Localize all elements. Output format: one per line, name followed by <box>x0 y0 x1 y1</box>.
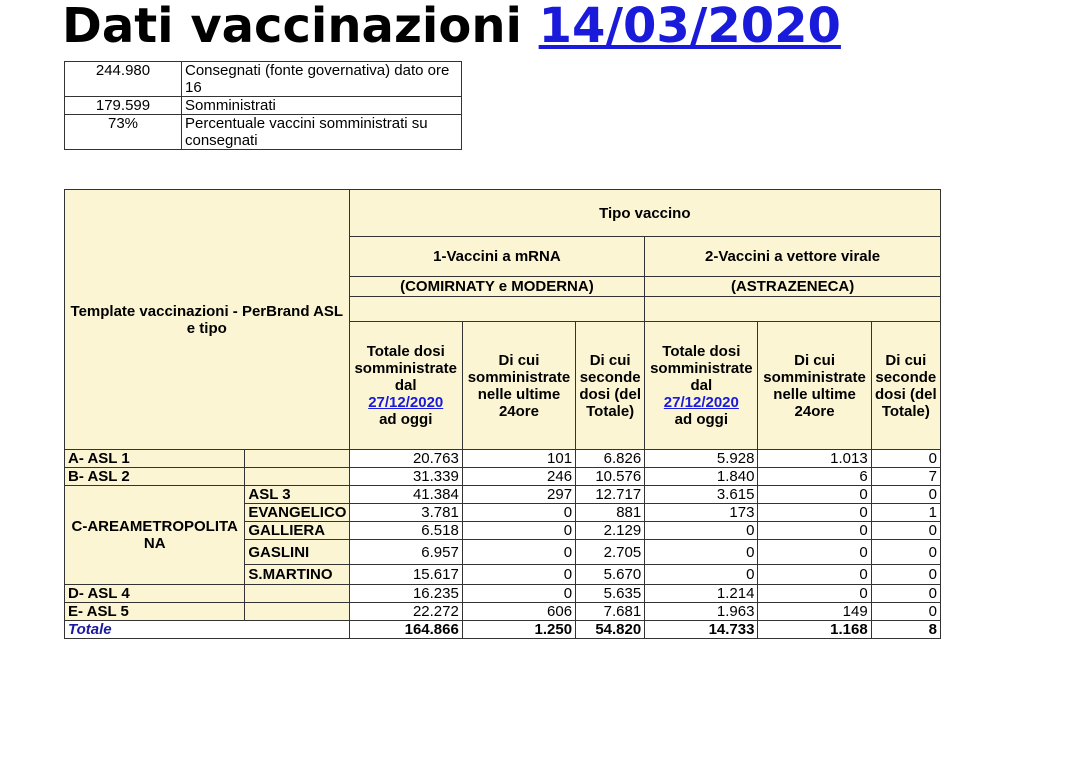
cell: 12.717 <box>576 486 645 504</box>
cell: 0 <box>871 522 940 540</box>
row-sublabel <box>245 585 349 603</box>
cell: 0 <box>462 585 575 603</box>
cell: 7 <box>871 468 940 486</box>
cell: 3.615 <box>645 486 758 504</box>
cell: 22.272 <box>349 603 462 621</box>
cell: 6 <box>758 468 871 486</box>
cell: 1.963 <box>645 603 758 621</box>
row-sublabel <box>245 603 349 621</box>
cell: 1.250 <box>462 621 575 639</box>
cell: 0 <box>871 585 940 603</box>
cell: 0 <box>758 486 871 504</box>
cell: 1 <box>871 504 940 522</box>
row-label: D- ASL 4 <box>65 585 245 603</box>
cell: 0 <box>645 522 758 540</box>
col-seconde-mrna: Di cui seconde dosi (del Totale) <box>576 322 645 450</box>
cell: 246 <box>462 468 575 486</box>
cell: 1.168 <box>758 621 871 639</box>
cell: 0 <box>758 504 871 522</box>
cell: 15.617 <box>349 565 462 585</box>
cell: 0 <box>758 540 871 565</box>
cell: 6.518 <box>349 522 462 540</box>
group1-name: 1-Vaccini a mRNA <box>349 237 645 277</box>
summary-label: Percentuale vaccini somministrati su consegnati <box>182 115 462 150</box>
tipo-vaccino-header: Tipo vaccino <box>349 190 940 237</box>
table-row <box>65 603 941 621</box>
cell: 0 <box>758 585 871 603</box>
cell: 2.129 <box>576 522 645 540</box>
cell: 0 <box>871 603 940 621</box>
cell: 881 <box>576 504 645 522</box>
cell: 6.826 <box>576 450 645 468</box>
row-sublabel: S.MARTINO <box>245 565 349 585</box>
summary-value: 179.599 <box>65 97 182 115</box>
cell: 0 <box>462 504 575 522</box>
cell: 0 <box>871 450 940 468</box>
cell: 149 <box>758 603 871 621</box>
col-totale-text: Totale dosi somministrate dal <box>650 343 753 394</box>
cell: 20.763 <box>349 450 462 468</box>
col-totale-text: Totale dosi somministrate dal <box>354 343 457 394</box>
row-sublabel <box>245 468 349 486</box>
date-link[interactable]: 14/03/2020 <box>538 0 841 54</box>
col-date-link[interactable]: 27/12/2020 <box>368 394 444 411</box>
cell: 5.635 <box>576 585 645 603</box>
cell: 8 <box>871 621 940 639</box>
summary-row <box>65 97 462 115</box>
col-totale-suffix: ad oggi <box>674 411 728 428</box>
group2-brand: (ASTRAZENECA) <box>645 277 941 297</box>
cell: 3.781 <box>349 504 462 522</box>
col-totale-suffix: ad oggi <box>379 411 433 428</box>
row-sublabel: ASL 3 <box>245 486 349 504</box>
cell: 101 <box>462 450 575 468</box>
title-text: Dati vaccinazioni <box>62 0 522 54</box>
cell: 6.957 <box>349 540 462 565</box>
cell: 2.705 <box>576 540 645 565</box>
page-title <box>62 0 841 52</box>
corner-header: Template vaccinazioni - PerBrand ASL e tipo <box>65 190 350 450</box>
summary-label: Consegnati (fonte governativa) dato ore 16 <box>182 62 462 97</box>
cell: 173 <box>645 504 758 522</box>
totals-label: Totale <box>65 621 350 639</box>
cell: 0 <box>645 565 758 585</box>
cell: 164.866 <box>349 621 462 639</box>
group2-spacer <box>645 297 941 322</box>
cell: 0 <box>462 522 575 540</box>
cell: 10.576 <box>576 468 645 486</box>
cell: 0 <box>758 565 871 585</box>
group2-name: 2-Vaccini a vettore virale <box>645 237 941 277</box>
summary-table <box>64 61 462 150</box>
cell: 5.928 <box>645 450 758 468</box>
row-label: E- ASL 5 <box>65 603 245 621</box>
table-row <box>65 468 941 486</box>
col-totale-mrna <box>349 322 462 450</box>
table-row <box>65 486 941 504</box>
cell: 297 <box>462 486 575 504</box>
col-date-link[interactable]: 27/12/2020 <box>663 394 739 411</box>
col-ultime24-mrna: Di cui somministrate nelle ultime 24ore <box>462 322 575 450</box>
totals-row <box>65 621 941 639</box>
summary-value: 73% <box>65 115 182 150</box>
cell: 1.840 <box>645 468 758 486</box>
cell: 0 <box>462 565 575 585</box>
col-seconde-vettore: Di cui seconde dosi (del Totale) <box>871 322 940 450</box>
row-sublabel: EVANGELICO <box>245 504 349 522</box>
cell: 14.733 <box>645 621 758 639</box>
cell: 54.820 <box>576 621 645 639</box>
row-label: B- ASL 2 <box>65 468 245 486</box>
cell: 31.339 <box>349 468 462 486</box>
summary-value: 244.980 <box>65 62 182 97</box>
row-label: A- ASL 1 <box>65 450 245 468</box>
cell: 0 <box>462 540 575 565</box>
col-ultime24-vettore: Di cui somministrate nelle ultime 24ore <box>758 322 871 450</box>
cell: 0 <box>871 565 940 585</box>
cell: 16.235 <box>349 585 462 603</box>
c-group-label: C-AREAMETROPOLITANA <box>65 486 245 585</box>
cell: 1.013 <box>758 450 871 468</box>
group1-brand: (COMIRNATY e MODERNA) <box>349 277 645 297</box>
cell: 0 <box>645 540 758 565</box>
cell: 0 <box>871 486 940 504</box>
cell: 1.214 <box>645 585 758 603</box>
summary-row <box>65 62 462 97</box>
cell: 606 <box>462 603 575 621</box>
row-sublabel: GALLIERA <box>245 522 349 540</box>
row-sublabel: GASLINI <box>245 540 349 565</box>
table-row <box>65 585 941 603</box>
table-row <box>65 450 941 468</box>
group1-spacer <box>349 297 645 322</box>
summary-label: Somministrati <box>182 97 462 115</box>
cell: 0 <box>758 522 871 540</box>
cell: 0 <box>871 540 940 565</box>
cell: 5.670 <box>576 565 645 585</box>
vaccination-table <box>64 189 941 639</box>
cell: 7.681 <box>576 603 645 621</box>
row-sublabel <box>245 450 349 468</box>
cell: 41.384 <box>349 486 462 504</box>
col-totale-vettore <box>645 322 758 450</box>
summary-row <box>65 115 462 150</box>
